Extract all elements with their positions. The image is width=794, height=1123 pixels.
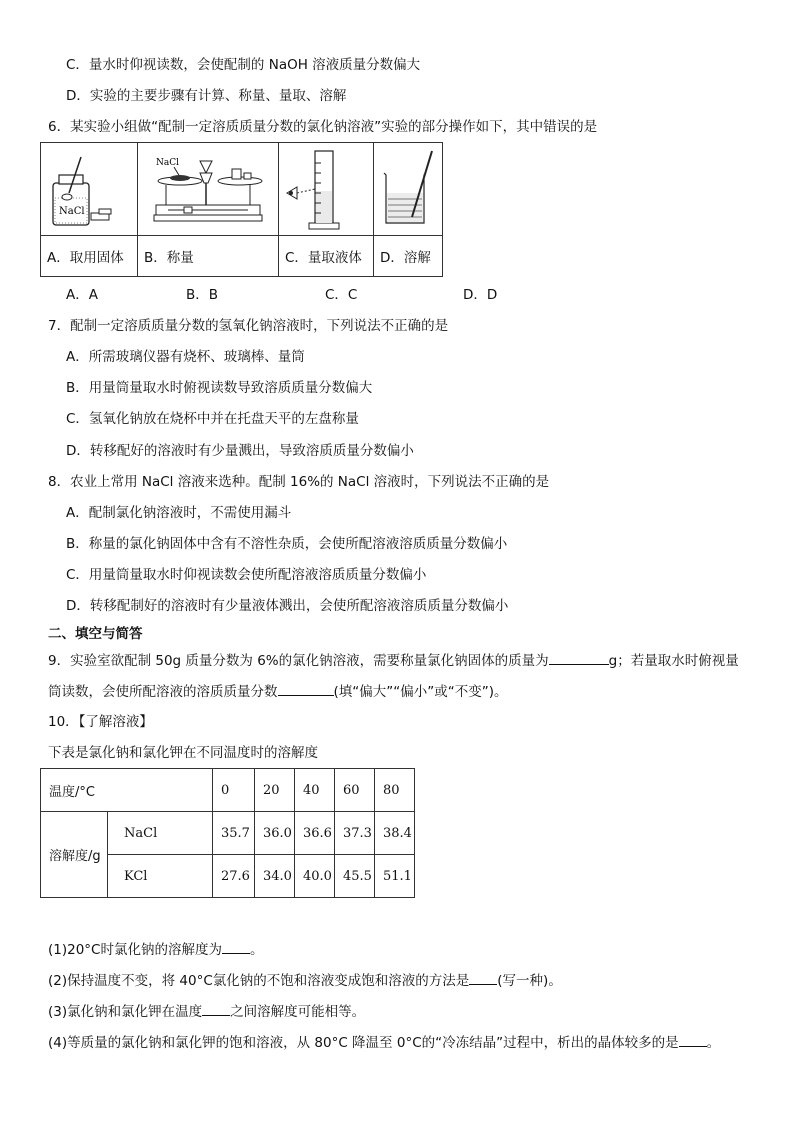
figure-weigh [138, 143, 279, 236]
solubility-header: 溶解度/g [41, 812, 108, 898]
q10-intro: 下表是氯化钠和氯化钾在不同温度时的溶解度 [48, 745, 318, 761]
q9-text-2: g；若量取水时俯视量 [608, 653, 739, 669]
solubility-value: 27.6 [213, 855, 255, 898]
q9-line-1 [48, 651, 739, 670]
figure-measure-liquid [279, 143, 374, 236]
q9-blank-fraction[interactable] [278, 682, 334, 696]
q10-sub-2 [48, 971, 562, 990]
q7-stem: 7．配制一定溶质质量分数的氢氧化钠溶液时，下列说法不正确的是 [48, 318, 449, 334]
temp-cell: 40 [295, 769, 335, 812]
temp-cell: 20 [255, 769, 295, 812]
caption-a: A．取用固体 [41, 236, 138, 277]
temp-header: 温度/°C [41, 769, 213, 812]
substance-name: NaCl [108, 812, 213, 855]
beaker-stirring-icon [374, 143, 442, 235]
q5-option-d: D．实验的主要步骤有计算、称量、量取、溶解 [66, 88, 347, 104]
q5-option-c: C．量水时仰视读数，会使配制的 NaOH 溶液质量分数偏大 [66, 57, 421, 73]
q7-option-d: D．转移配好的溶液时有少量溅出，导致溶质质量分数偏小 [66, 443, 414, 459]
substance-name: KCl [108, 855, 213, 898]
q10-4-text: (4)等质量的氯化钠和氯化钾的饱和溶液，从 80°C 降温至 0°C的“冷冻结晶”过程中，析出的晶体较多的是 [48, 1035, 679, 1051]
q10-sub-1 [48, 940, 263, 959]
q10-2-blank[interactable] [469, 971, 497, 985]
reagent-bottle-icon [41, 143, 137, 235]
q10-3-blank[interactable] [202, 1002, 230, 1016]
section-title-fill-in: 二、填空与简答 [48, 626, 143, 642]
q10-1-end: 。 [249, 942, 264, 958]
solubility-value: 34.0 [255, 855, 295, 898]
q9-blank-mass[interactable] [549, 651, 609, 665]
q7-option-c: C．氢氧化钠放在烧杯中并在托盘天平的左盘称量 [66, 411, 359, 427]
q7-option-b: B．用量筒量取水时俯视读数导致溶质质量分数偏大 [66, 380, 373, 396]
q10-4-end: 。 [706, 1035, 721, 1051]
temp-cell: 60 [335, 769, 375, 812]
figure-dissolve [374, 143, 443, 236]
q10-1-text: (1)20°C时氯化钠的溶解度为 [48, 942, 222, 958]
q8-option-c: C．用量筒量取水时仰视读数会使所配溶液溶质质量分数偏小 [66, 567, 427, 583]
q10-4-blank[interactable] [679, 1033, 707, 1047]
q6-option-d: D．D [463, 287, 498, 303]
q8-option-a: A．配制氯化钠溶液时，不需使用漏斗 [66, 505, 292, 521]
solubility-value: 37.3 [335, 812, 375, 855]
graduated-cylinder-icon [279, 143, 373, 235]
q6-option-a: A．A [66, 287, 98, 303]
temp-cell: 0 [213, 769, 255, 812]
caption-b: B．称量 [138, 236, 279, 277]
solubility-value: 36.0 [255, 812, 295, 855]
q6-stem: 6．某实验小组做“配制一定溶质质量分数的氯化钠溶液”实验的部分操作如下，其中错误的是 [48, 119, 598, 135]
q9-line-2 [48, 682, 508, 701]
solubility-table [40, 768, 415, 898]
q8-option-d: D．转移配制好的溶液时有少量液体溅出，会使所配溶液溶质质量分数偏小 [66, 598, 509, 614]
q10-3-end: 之间溶解度可能相等。 [230, 1004, 366, 1020]
caption-d: D．溶解 [374, 236, 443, 277]
q9-text-3: 筒读数，会使所配溶液的溶质质量分数 [48, 684, 278, 700]
q8-option-b: B．称量的氯化钠固体中含有不溶性杂质，会使所配溶液溶质质量分数偏小 [66, 536, 508, 552]
solubility-value: 38.4 [375, 812, 415, 855]
q10-2-end: (写一种)。 [497, 973, 562, 989]
q10-1-blank[interactable] [222, 940, 250, 954]
q10-3-text: (3)氯化钠和氯化钾在温度 [48, 1004, 203, 1020]
solubility-value: 35.7 [213, 812, 255, 855]
balance-icon [138, 143, 278, 235]
experiment-figure-table [40, 142, 443, 277]
q8-stem: 8．农业上常用 NaCl 溶液来选种。配制 16%的 NaCl 溶液时，下列说法不正确的是 [48, 474, 550, 490]
q6-option-c: C．C [325, 287, 358, 303]
q9-text-4: (填“偏大”“偏小”或“不变”)。 [333, 684, 508, 700]
q10-sub-4 [48, 1033, 720, 1052]
figure-take-solid [41, 143, 138, 236]
caption-c: C．量取液体 [279, 236, 374, 277]
solubility-value: 51.1 [375, 855, 415, 898]
q7-option-a: A．所需玻璃仪器有烧杯、玻璃棒、量筒 [66, 349, 305, 365]
nacl-label: NaCl [59, 206, 85, 217]
nacl-label-b: NaCl [156, 158, 180, 168]
q10-title: 10．【了解溶液】 [48, 714, 153, 730]
solubility-value: 36.6 [295, 812, 335, 855]
q9-text-1: 9．实验室欲配制 50g 质量分数为 6%的氯化钠溶液，需要称量氯化钠固体的质量为 [48, 653, 549, 669]
q10-sub-3 [48, 1002, 365, 1021]
q6-option-b: B．B [186, 287, 219, 303]
solubility-value: 40.0 [295, 855, 335, 898]
temp-cell: 80 [375, 769, 415, 812]
solubility-value: 45.5 [335, 855, 375, 898]
q10-2-text: (2)保持温度不变，将 40°C氯化钠的不饱和溶液变成饱和溶液的方法是 [48, 973, 470, 989]
